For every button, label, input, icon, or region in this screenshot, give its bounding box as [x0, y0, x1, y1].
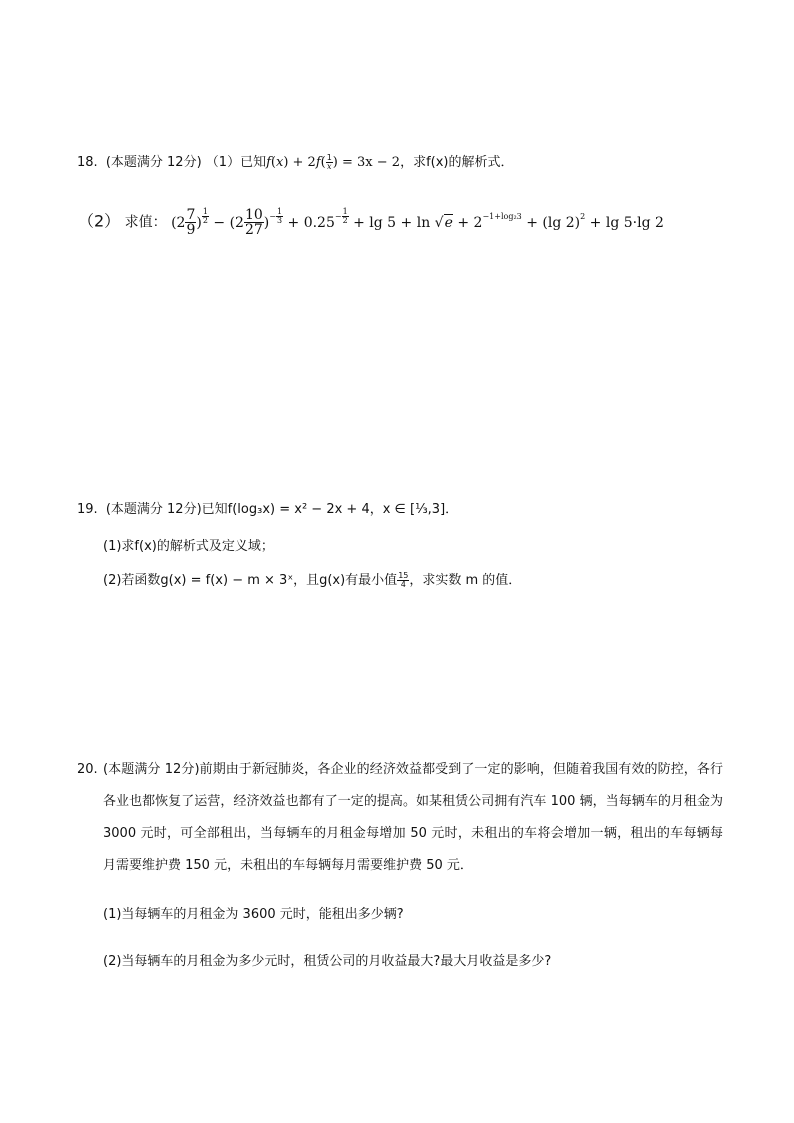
q18-part2-text: 求值： — [124, 214, 167, 231]
q19-intro: 已知f(log₃x) = x² − 2x + 4，x ∈ [⅓,3]． — [201, 502, 459, 517]
q19-part2-b: ，求实数 m 的值． — [409, 573, 522, 588]
q19-part2 — [103, 569, 521, 589]
q20-header — [77, 762, 98, 777]
q19-part1: (1)求f(x)的解析式及定义域； — [103, 539, 274, 554]
q18-part1-lhs: f — [266, 155, 271, 170]
q20-part2: (2)当每辆车的月租金为多少元时，租赁公司的月收益最大?最大月收益是多少? — [103, 954, 552, 969]
q20-points: (本题满分 12分) — [103, 762, 200, 777]
q20-number: 20. — [77, 762, 98, 777]
q18-expression: (2 $\frac{7}{9}$ ) $^{\frac{1}{2}}$ − (2 $\frac{10}{27}$ )$^{- \frac{1}{3}}$ + $0.25^{- \frac{1}{2}}$ + $\lg 5 + \ln √e + 2^{-1+log_23} + (\lg$ 2)$^2$ + lg 5·lg 2 — [171, 207, 664, 238]
q18-part1-label: （1）已知 — [205, 155, 267, 170]
q18-term-lg2-sq: (lg 2) — [542, 214, 581, 231]
q18-points: (本题满分 12分) — [105, 155, 202, 170]
q18-term-lg5lg2: lg 5·lg 2 — [605, 214, 664, 231]
q19-points: (本题满分 12分) — [105, 502, 202, 517]
q19-line1 — [77, 498, 458, 517]
q18-part1-eq: = 3x − 2， — [342, 155, 414, 170]
q19-frac-15-4: $\frac{15}{4}$ — [398, 571, 409, 589]
q18-line2 — [78, 208, 664, 237]
q18-part1-tail: 求f(x)的解析式． — [413, 155, 514, 170]
q19-number: 19. — [77, 502, 98, 517]
q20-part1: (1)当每辆车的月租金为 3600 元时，能租出多少辆? — [103, 907, 404, 922]
q18-num-2: 2 — [473, 214, 483, 231]
q18-part2-label: （2） — [78, 211, 121, 231]
q20-body-text: 前期由于新冠肺炎，各企业的经济效益都受到了一定的影响，但随着我国有效的防控，各行各业也都恢复了运营，经济效益也都有了一定的提高。如某租赁公司拥有汽车 100 辆，当每辆车的月租金为 3000 元时，可全部租出，当每辆车的月租金每增加 50 元时，未租出的车将会增加一辆，租出的车每辆每月需要维护费 150 元，未租出的车每辆每月需要维护费 50 元． — [103, 762, 723, 873]
q19-part2-a: (2)若函数g(x) = f(x) − m × 3ˣ，且g(x)有最小值 — [103, 573, 398, 588]
q18-term-lg5: lg 5 — [369, 214, 397, 231]
q18-frac-1-over-x: $\frac{1}{x}$ — [326, 153, 332, 171]
q18-term-ln: ln — [416, 214, 431, 231]
q18-exp-log: −1+log₂3 — [482, 211, 522, 221]
q18-number: 18. — [77, 155, 98, 170]
q18-line1: 18. (本题满分 12分) （1）已知f(x) + 2f( $\frac{1}{x}$ ) = 3x − 2，求f(x)的解析式． — [77, 153, 514, 171]
q18-num-025: 0.25 — [303, 214, 335, 231]
q20-body — [103, 754, 723, 882]
